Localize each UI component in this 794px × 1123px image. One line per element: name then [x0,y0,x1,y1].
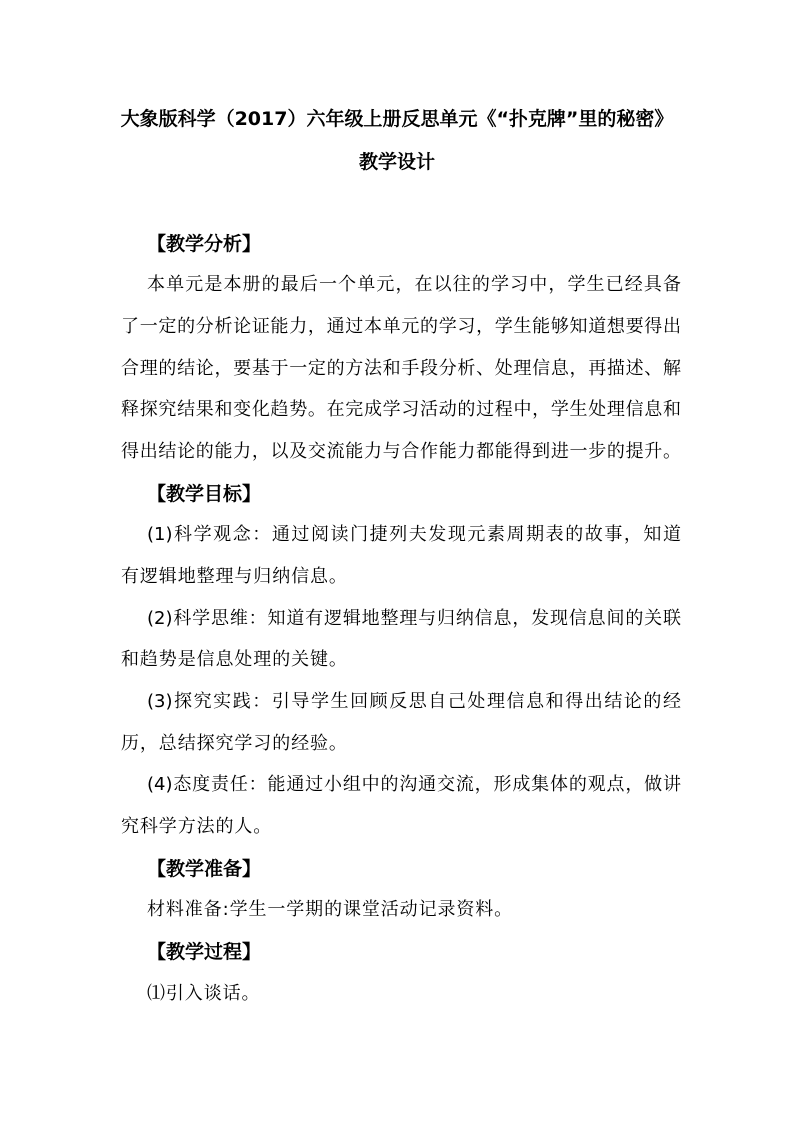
paragraph-line: (1)科学观念：通过阅读门捷列夫发现元素周期表的故事，知道 [147,524,681,545]
paragraph-line: 了一定的分析论证能力，通过本单元的学习，学生能够知道想要得出 [121,316,681,337]
paragraph-line: 和趋势是信息处理的关键。 [121,649,348,670]
paragraph-line: 本单元是本册的最后一个单元，在以往的学习中，学生已经具备 [147,274,681,295]
paragraph-line: ⑴引入谈话。 [147,983,261,1004]
paragraph-line: (2)科学思维：知道有逻辑地整理与归纳信息，发现信息间的关联 [147,608,681,629]
section-heading-objectives: 【教学目标】 [147,483,262,505]
paragraph-line: 究科学方法的人。 [121,816,273,837]
section-heading-process: 【教学过程】 [147,941,262,963]
document-subtitle: 教学设计 [358,151,435,173]
paragraph-line: (3)探究实践：引导学生回顾反思自己处理信息和得出结论的经 [147,691,681,712]
paragraph-line: 得出结论的能力，以及交流能力与合作能力都能得到进一步的提升。 [121,441,681,462]
section-heading-analysis: 【教学分析】 [147,233,262,255]
paragraph-line: 合理的结论，要基于一定的方法和手段分析、处理信息，再描述、解 [121,358,681,379]
paragraph-line: 有逻辑地整理与归纳信息。 [121,566,348,587]
paragraph-line: 历，总结探究学习的经验。 [121,733,348,754]
section-heading-preparation: 【教学准备】 [147,858,262,880]
document-title: 大象版科学（2017）六年级上册反思单元《“扑克牌”里的秘密》 [120,108,674,130]
paragraph-line: 释探究结果和变化趋势。在完成学习活动的过程中，学生处理信息和 [121,399,681,420]
paragraph-line: 材料准备:学生一学期的课堂活动记录资料。 [147,899,514,920]
paragraph-line: (4)态度责任：能通过小组中的沟通交流，形成集体的观点，做讲 [147,774,681,795]
